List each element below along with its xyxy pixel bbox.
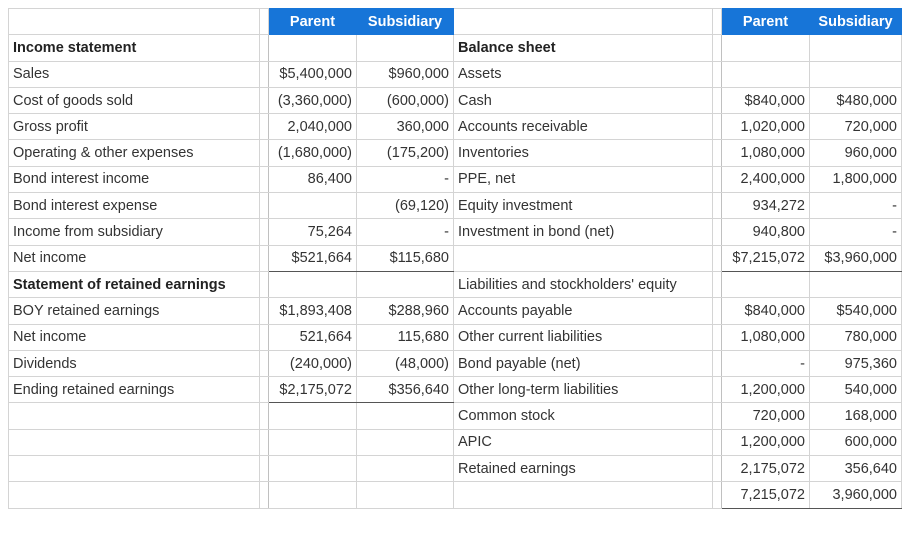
gap-cell (713, 87, 722, 113)
table-row (9, 350, 902, 376)
gap-cell (713, 271, 722, 297)
subsidiary-balance-cell: $480,000 (810, 87, 902, 113)
parent-balance-cell: 1,080,000 (722, 140, 810, 166)
left-label-cell: Income statement (9, 35, 260, 61)
subsidiary-value-cell: (48,000) (357, 350, 454, 376)
table-row (9, 140, 902, 166)
gap-cell (260, 429, 269, 455)
left-label-cell: Income from subsidiary (9, 219, 260, 245)
subsidiary-value-cell: 115,680 (357, 324, 454, 350)
gap-cell (260, 114, 269, 140)
right-label-cell: PPE, net (454, 166, 713, 192)
gap-cell (713, 140, 722, 166)
subsidiary-balance-cell (810, 271, 902, 297)
subsidiary-value-cell (357, 271, 454, 297)
right-label-cell: Bond payable (net) (454, 350, 713, 376)
right-label-cell: Other long-term liabilities (454, 377, 713, 403)
parent-value-cell: (1,680,000) (269, 140, 357, 166)
parent-balance-cell (722, 61, 810, 87)
parent-balance-cell: 940,800 (722, 219, 810, 245)
subsidiary-balance-cell: 540,000 (810, 377, 902, 403)
gap-cell (260, 271, 269, 297)
subsidiary-value-cell: (175,200) (357, 140, 454, 166)
gap-cell (260, 482, 269, 508)
parent-balance-cell: 1,080,000 (722, 324, 810, 350)
right-label-cell: Accounts receivable (454, 114, 713, 140)
parent-balance-cell: 2,175,072 (722, 456, 810, 482)
table-row (9, 298, 902, 324)
subsidiary-value-cell: $115,680 (357, 245, 454, 271)
gap-cell (260, 324, 269, 350)
table-row (9, 403, 902, 429)
gap-cell (713, 350, 722, 376)
right-label-cell: APIC (454, 429, 713, 455)
parent-value-cell: 521,664 (269, 324, 357, 350)
parent-value-cell: $5,400,000 (269, 61, 357, 87)
left-label-cell: Sales (9, 61, 260, 87)
parent-balance-cell: 720,000 (722, 403, 810, 429)
gap-cell (713, 193, 722, 219)
right-label-cell: Equity investment (454, 193, 713, 219)
subsidiary-value-cell (357, 482, 454, 508)
right-label-cell: Accounts payable (454, 298, 713, 324)
left-label-cell: Bond interest income (9, 166, 260, 192)
parent-balance-cell: 1,200,000 (722, 377, 810, 403)
left-label-cell: Cost of goods sold (9, 87, 260, 113)
financial-statements-table (8, 8, 902, 509)
right-label-cell: Retained earnings (454, 456, 713, 482)
parent-value-cell: $521,664 (269, 245, 357, 271)
parent-value-cell: $2,175,072 (269, 377, 357, 403)
right-label-cell: Other current liabilities (454, 324, 713, 350)
left-label-cell: Net income (9, 324, 260, 350)
gap-cell (260, 193, 269, 219)
header-gap-cell (260, 9, 269, 35)
parent-balance-cell: $840,000 (722, 87, 810, 113)
parent-balance-cell (722, 35, 810, 61)
right-label-cell (454, 245, 713, 271)
table-row (9, 61, 902, 87)
parent-balance-cell (722, 271, 810, 297)
right-label-cell: Investment in bond (net) (454, 219, 713, 245)
gap-cell (260, 350, 269, 376)
subsidiary-value-cell (357, 403, 454, 429)
right-label-cell: Assets (454, 61, 713, 87)
subsidiary-balance-cell: 975,360 (810, 350, 902, 376)
parent-value-cell: 2,040,000 (269, 114, 357, 140)
parent-value-cell (269, 429, 357, 455)
table-row (9, 166, 902, 192)
parent-balance-cell: 2,400,000 (722, 166, 810, 192)
left-label-cell: Ending retained earnings (9, 377, 260, 403)
left-label-cell: Operating & other expenses (9, 140, 260, 166)
gap-cell (260, 403, 269, 429)
subsidiary-value-cell: - (357, 219, 454, 245)
gap-cell (713, 298, 722, 324)
parent-value-cell (269, 35, 357, 61)
subsidiary-balance-cell: 356,640 (810, 456, 902, 482)
gap-cell (713, 61, 722, 87)
header-subsidiary: Subsidiary (357, 9, 454, 35)
table-row (9, 456, 902, 482)
table-row (9, 482, 902, 508)
subsidiary-value-cell (357, 35, 454, 61)
parent-balance-cell: 7,215,072 (722, 482, 810, 508)
subsidiary-value-cell: - (357, 166, 454, 192)
right-label-cell: Common stock (454, 403, 713, 429)
right-label-cell: Balance sheet (454, 35, 713, 61)
table-row (9, 219, 902, 245)
gap-cell (713, 245, 722, 271)
subsidiary-balance-cell: - (810, 193, 902, 219)
gap-cell (260, 298, 269, 324)
gap-cell (260, 245, 269, 271)
left-label-cell (9, 429, 260, 455)
left-label-cell (9, 403, 260, 429)
left-label-cell: Net income (9, 245, 260, 271)
header-parent: Parent (269, 9, 357, 35)
table-row (9, 429, 902, 455)
table-row (9, 245, 902, 271)
header-blank-cell (9, 9, 260, 35)
right-label-cell (454, 482, 713, 508)
parent-balance-cell: 1,020,000 (722, 114, 810, 140)
parent-balance-cell: 1,200,000 (722, 429, 810, 455)
gap-cell (713, 35, 722, 61)
gap-cell (260, 61, 269, 87)
parent-balance-cell: $7,215,072 (722, 245, 810, 271)
table-row (9, 271, 902, 297)
parent-value-cell (269, 456, 357, 482)
header-gap-cell-right (713, 9, 722, 35)
left-label-cell: BOY retained earnings (9, 298, 260, 324)
parent-value-cell (269, 271, 357, 297)
gap-cell (260, 166, 269, 192)
gap-cell (713, 482, 722, 508)
parent-value-cell (269, 193, 357, 219)
parent-balance-cell: 934,272 (722, 193, 810, 219)
subsidiary-value-cell: $356,640 (357, 377, 454, 403)
header-blank-cell-right (454, 9, 713, 35)
parent-value-cell: (240,000) (269, 350, 357, 376)
parent-value-cell (269, 482, 357, 508)
left-label-cell (9, 482, 260, 508)
right-label-cell: Cash (454, 87, 713, 113)
header-row (9, 9, 902, 35)
gap-cell (260, 140, 269, 166)
parent-value-cell: 75,264 (269, 219, 357, 245)
gap-cell (260, 456, 269, 482)
parent-value-cell (269, 403, 357, 429)
gap-cell (713, 114, 722, 140)
table-row (9, 324, 902, 350)
subsidiary-value-cell (357, 429, 454, 455)
subsidiary-value-cell: $288,960 (357, 298, 454, 324)
gap-cell (713, 377, 722, 403)
parent-value-cell: 86,400 (269, 166, 357, 192)
parent-balance-cell: - (722, 350, 810, 376)
table-row (9, 114, 902, 140)
table-row (9, 87, 902, 113)
subsidiary-balance-cell: 3,960,000 (810, 482, 902, 508)
subsidiary-balance-cell: 1,800,000 (810, 166, 902, 192)
subsidiary-value-cell: (600,000) (357, 87, 454, 113)
subsidiary-value-cell: (69,120) (357, 193, 454, 219)
gap-cell (260, 35, 269, 61)
gap-cell (713, 166, 722, 192)
subsidiary-balance-cell: - (810, 219, 902, 245)
left-label-cell: Bond interest expense (9, 193, 260, 219)
left-label-cell: Dividends (9, 350, 260, 376)
gap-cell (260, 219, 269, 245)
gap-cell (713, 324, 722, 350)
subsidiary-value-cell: 360,000 (357, 114, 454, 140)
subsidiary-balance-cell: 600,000 (810, 429, 902, 455)
gap-cell (713, 456, 722, 482)
subsidiary-balance-cell: $540,000 (810, 298, 902, 324)
table-row (9, 193, 902, 219)
table-row (9, 377, 902, 403)
left-label-cell: Gross profit (9, 114, 260, 140)
gap-cell (260, 87, 269, 113)
gap-cell (713, 403, 722, 429)
table-row (9, 35, 902, 61)
subsidiary-balance-cell: 168,000 (810, 403, 902, 429)
parent-value-cell: (3,360,000) (269, 87, 357, 113)
subsidiary-balance-cell (810, 61, 902, 87)
header-parent-right: Parent (722, 9, 810, 35)
left-label-cell (9, 456, 260, 482)
right-label-cell: Inventories (454, 140, 713, 166)
subsidiary-balance-cell: 780,000 (810, 324, 902, 350)
right-label-cell: Liabilities and stockholders' equity (454, 271, 713, 297)
gap-cell (260, 377, 269, 403)
subsidiary-value-cell (357, 456, 454, 482)
left-label-cell: Statement of retained earnings (9, 271, 260, 297)
subsidiary-balance-cell: 720,000 (810, 114, 902, 140)
subsidiary-balance-cell: $3,960,000 (810, 245, 902, 271)
header-subsidiary-right: Subsidiary (810, 9, 902, 35)
gap-cell (713, 429, 722, 455)
parent-balance-cell: $840,000 (722, 298, 810, 324)
subsidiary-balance-cell (810, 35, 902, 61)
parent-value-cell: $1,893,408 (269, 298, 357, 324)
subsidiary-balance-cell: 960,000 (810, 140, 902, 166)
subsidiary-value-cell: $960,000 (357, 61, 454, 87)
gap-cell (713, 219, 722, 245)
